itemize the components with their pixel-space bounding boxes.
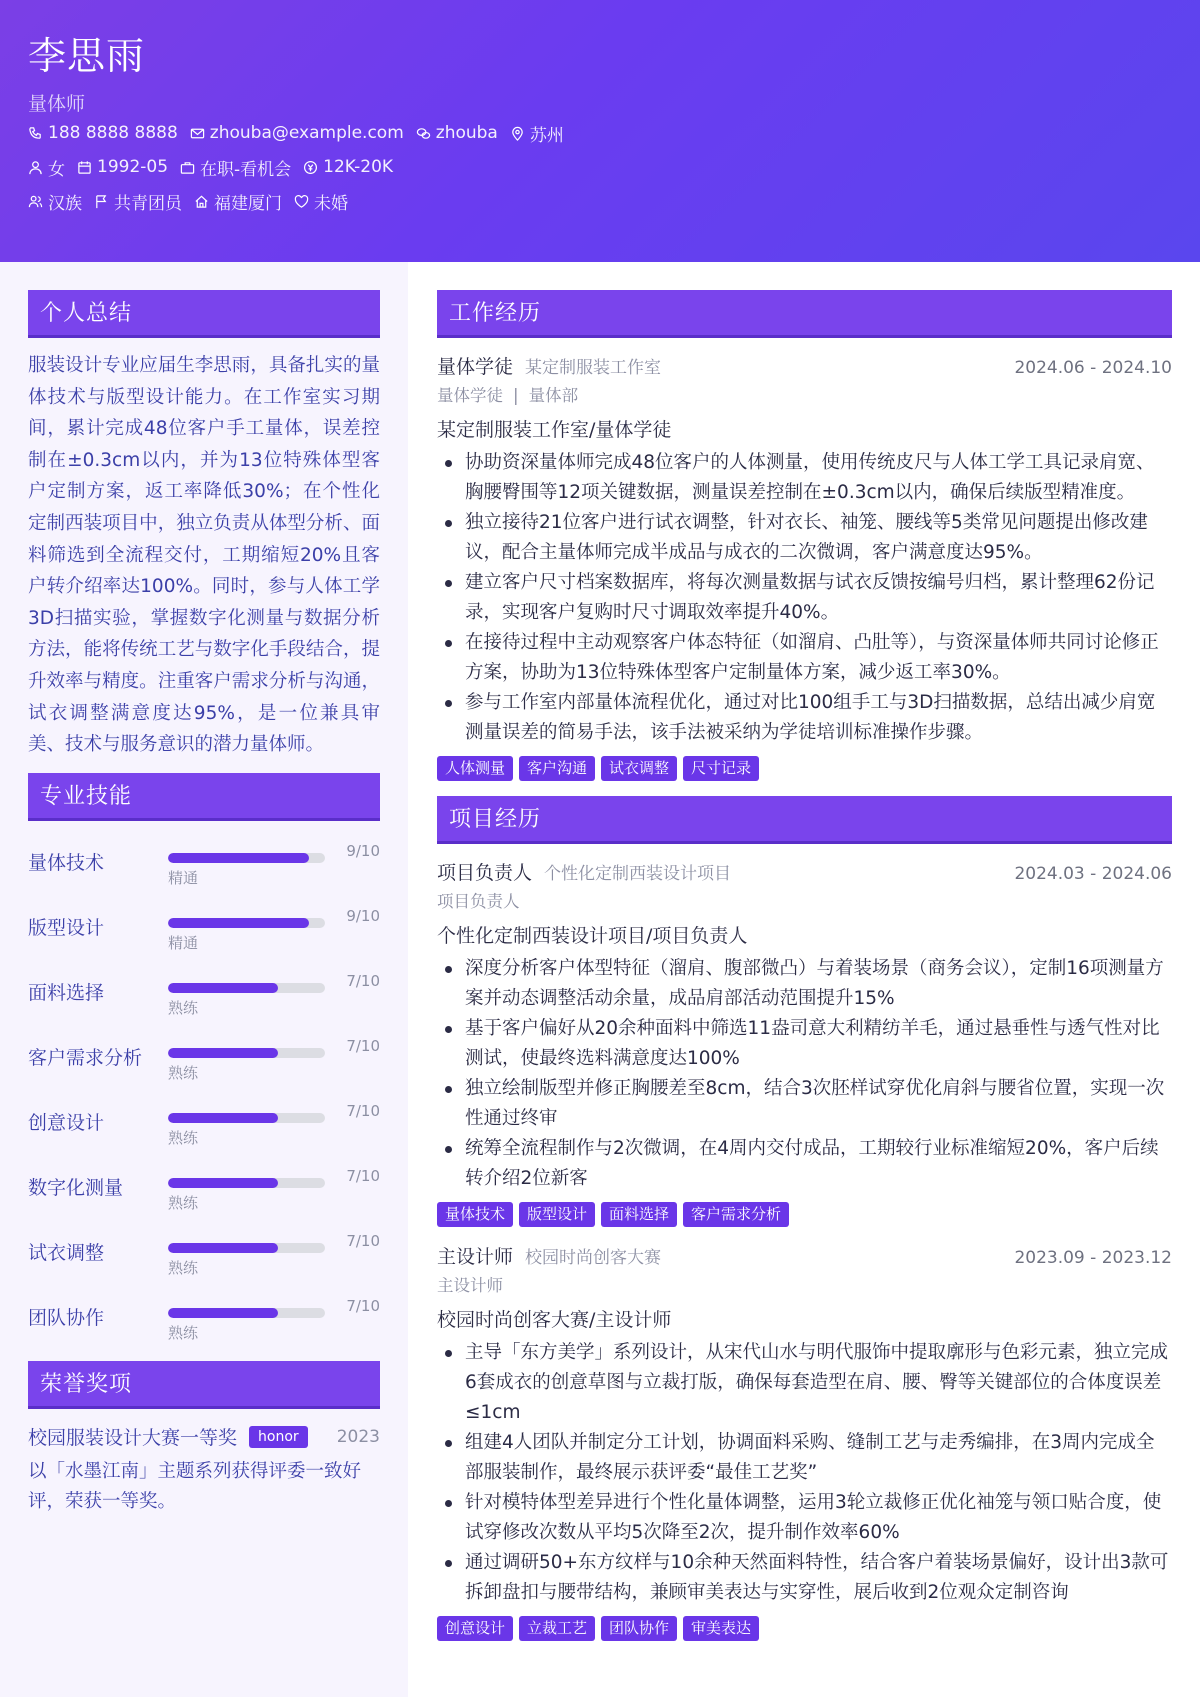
salary-icon — [303, 160, 318, 175]
bullet-item: 基于客户偏好从20余种面料中筛选11盎司意大利精纺羊毛，通过悬垂性与透气性对比测试，使最终选料满意度达100% — [437, 1014, 1172, 1074]
skill-tag: 立裁工艺 — [519, 1616, 595, 1641]
entry-organization: 某定制服装工作室 — [525, 358, 662, 378]
skill-tag: 团队协作 — [601, 1616, 677, 1641]
entry-date: 2024.03 - 2024.06 — [1014, 864, 1172, 884]
skill-bar — [168, 1178, 325, 1188]
entry-role: 主设计师 — [437, 1246, 514, 1268]
skill-name: 量体技术 — [28, 851, 105, 874]
wechat-text: zhouba — [435, 123, 498, 143]
entry-date: 2024.06 - 2024.10 — [1014, 358, 1172, 378]
skill-name: 团队协作 — [28, 1306, 105, 1329]
bullet-item: 深度分析客户体型特征（溜肩、腹部微凸）与着装场景（商务会议），定制16项测量方案并动态调整活动余量，成品肩部活动范围提升15% — [437, 954, 1172, 1014]
skill-bar-fill — [168, 918, 309, 928]
skill-bar-fill — [168, 1243, 278, 1253]
bullet-item: 独立绘制版型并修正胸腰差至8cm，结合3次胚样试穿优化肩斜与腰省位置，实现一次性通过终审 — [437, 1074, 1172, 1134]
gender-text: 女 — [48, 159, 65, 180]
city-text: 苏州 — [529, 125, 564, 146]
entry-role: 项目负责人 — [437, 862, 533, 884]
bullet-item: 通过调研50+东方纹样与10余种天然面料特性，结合客户着装场景偏好，设计出3款可拆卸盘扣与腰带结构，兼顾审美表达与实穿性，展后收到2位观众定制咨询 — [437, 1548, 1172, 1608]
email-item[interactable] — [190, 123, 404, 143]
bullet-item: 协助资深量体师完成48位客户的人体测量，使用传统皮尺与人体工学工具记录肩宽、胸腰臀围等12项关键数据，测量误差控制在±0.3cm以内，确保后续版型精准度。 — [437, 448, 1172, 508]
entry-subtitle: 项目负责人 — [437, 892, 520, 911]
entry-date: 2023.09 - 2023.12 — [1014, 1248, 1172, 1268]
heart-icon — [294, 194, 309, 209]
location-icon — [510, 126, 525, 141]
calendar-icon — [77, 160, 92, 175]
entry-bullets — [437, 1338, 1172, 1608]
bullet-item: 建立客户尺寸档案数据库，将每次测量数据与试衣反馈按编号归档，累计整理62份记录，实现客户复购时尺寸调取效率提升40%。 — [437, 568, 1172, 628]
skill-item — [28, 1284, 380, 1349]
skill-score: 7/10 — [346, 971, 380, 990]
skill-bar-fill — [168, 1308, 278, 1318]
entry-headline: 校园时尚创客大赛/主设计师 — [437, 1309, 672, 1331]
project-section-title: 项目经历 — [437, 796, 1172, 844]
skill-level: 精通 — [168, 933, 199, 952]
contact-row-2 — [28, 150, 1172, 184]
skill-level: 精通 — [168, 868, 199, 887]
skill-item — [28, 1154, 380, 1219]
skill-tag: 尺寸记录 — [683, 756, 759, 781]
bullet-item: 组建4人团队并制定分工计划，协调面料采购、缝制工艺与走秀编排，在3周内完成全部服装制作，最终展示获评委“最佳工艺奖” — [437, 1428, 1172, 1488]
ethnicity-text: 汉族 — [48, 193, 82, 214]
salary-item — [303, 157, 393, 177]
award-year: 2023 — [336, 1426, 380, 1447]
political-text: 共青团员 — [114, 193, 182, 214]
award-badge: honor — [249, 1426, 308, 1448]
entry-header — [437, 352, 1172, 378]
skill-level: 熟练 — [168, 1258, 199, 1277]
skill-bar — [168, 1048, 325, 1058]
skill-item — [28, 829, 380, 894]
birth-text: 1992-05 — [97, 157, 169, 177]
city-item — [510, 121, 564, 146]
entry-headline: 某定制服装工作室/量体学徒 — [437, 419, 672, 441]
entry-header — [437, 858, 1172, 884]
entry-tags — [437, 756, 1172, 782]
skill-bar-fill — [168, 983, 278, 993]
skill-tag: 客户需求分析 — [683, 1202, 789, 1227]
skills-section-title: 专业技能 — [28, 773, 380, 821]
wechat-item[interactable] — [416, 123, 498, 143]
skill-bar — [168, 1243, 325, 1253]
entry-bullets — [437, 954, 1172, 1194]
skill-bar-fill — [168, 1113, 278, 1123]
candidate-name: 李思雨 — [28, 34, 146, 78]
skill-bar — [168, 1113, 325, 1123]
skill-score: 7/10 — [346, 1231, 380, 1250]
salary-text: 12K-20K — [323, 157, 394, 177]
project-entry — [437, 1242, 1172, 1642]
birth-item — [77, 157, 168, 177]
entry-subtitle: 主设计师 — [437, 1276, 503, 1295]
skill-tag: 面料选择 — [601, 1202, 677, 1227]
ethnicity-item — [28, 189, 82, 214]
skill-score: 7/10 — [346, 1166, 380, 1185]
entry-organization: 个性化定制西装设计项目 — [544, 864, 732, 884]
political-item — [94, 189, 182, 214]
entry-role: 量体学徒 — [437, 356, 514, 378]
skill-score: 7/10 — [346, 1101, 380, 1120]
skill-score: 9/10 — [346, 906, 380, 925]
email-text: zhouba@example.com — [209, 123, 404, 143]
skill-level: 熟练 — [168, 1323, 199, 1342]
entry-headline: 个性化定制西装设计项目/项目负责人 — [437, 925, 748, 947]
skill-level: 熟练 — [168, 1063, 199, 1082]
entry-organization: 校园时尚创客大赛 — [525, 1248, 662, 1268]
entry-tags — [437, 1616, 1172, 1642]
hometown-item — [194, 189, 282, 214]
job-status-text: 在职-看机会 — [200, 159, 292, 180]
home-icon — [194, 194, 209, 209]
work-entry — [437, 352, 1172, 782]
award-item — [28, 1423, 380, 1451]
phone-icon — [28, 126, 43, 141]
separator: | — [513, 386, 519, 405]
entry-tags — [437, 1202, 1172, 1228]
skill-score: 7/10 — [346, 1296, 380, 1315]
skill-tag: 版型设计 — [519, 1202, 595, 1227]
mail-icon — [190, 126, 205, 141]
bullet-item: 独立接待21位客户进行试衣调整，针对衣长、袖笼、腰线等5类常见问题提出修改建议，配合主量体师完成半成品与成衣的二次微调，客户满意度达95%。 — [437, 508, 1172, 568]
skill-item — [28, 1219, 380, 1284]
work-section-title: 工作经历 — [437, 290, 1172, 338]
skill-bar — [168, 853, 325, 863]
skill-name: 客户需求分析 — [28, 1046, 143, 1069]
wechat-icon — [416, 126, 431, 141]
phone-text: 188 8888 8888 — [48, 123, 178, 143]
skill-item — [28, 894, 380, 959]
skill-tag: 试衣调整 — [601, 756, 677, 781]
summary-section-title: 个人总结 — [28, 290, 380, 338]
entry-position: 量体学徒 — [437, 386, 503, 405]
bullet-item: 参与工作室内部量体流程优化，通过对比100组手工与3D扫描数据，总结出减少肩宽测量误差的简易手法，该手法被采纳为学徒培训标准操作步骤。 — [437, 688, 1172, 748]
skill-tag: 人体测量 — [437, 756, 513, 781]
marital-item — [294, 189, 348, 214]
flag-icon — [94, 194, 109, 209]
skill-tag: 创意设计 — [437, 1616, 513, 1641]
bullet-item: 统筹全流程制作与2次微调，在4周内交付成品，工期较行业标准缩短20%，客户后续转介绍2位新客 — [437, 1134, 1172, 1194]
briefcase-icon — [180, 160, 195, 175]
summary-text: 服装设计专业应届生李思雨，具备扎实的量体技术与版型设计能力。在工作室实习期间，累计完成48位客户手工量体，误差控制在±0.3cm以内，并为13位特殊体型客户定制方案，返工率降低30%；在个性化定制西装项目中，独立负责从体型分析、面料筛选到全流程交付，工期缩短20%且客户转介绍率达100%。同时，参与人体工学3D扫描实验，掌握数字化测量与数据分析方法，能将传统工艺与数字化手段结合，提升效率与精度。注重客户需求分析与沟通，试衣调整满意度达95%，是一位兼具审美、技术与服务意识的潜力量体师。 — [28, 355, 380, 756]
skill-score: 9/10 — [346, 841, 380, 860]
entry-subtitle — [437, 384, 1172, 408]
skill-tag: 审美表达 — [683, 1616, 759, 1641]
skills-list — [28, 829, 380, 1349]
skill-level: 熟练 — [168, 1128, 199, 1147]
bullet-item: 针对模特体型差异进行个性化量体调整，运用3轮立裁修正优化袖笼与领口贴合度，使试穿修改次数从平均5次降至2次，提升制作效率60% — [437, 1488, 1172, 1548]
skill-bar — [168, 1308, 325, 1318]
skill-bar-fill — [168, 853, 309, 863]
skill-tag: 量体技术 — [437, 1202, 513, 1227]
skill-tag: 客户沟通 — [519, 756, 595, 781]
entry-department: 量体部 — [528, 386, 579, 405]
job-status-item — [180, 155, 291, 180]
bullet-item: 在接待过程中主动观察客户体态特征（如溜肩、凸肚等），与资深量体师共同讨论修正方案，协助为13位特殊体型客户定制量体方案，减少返工率30%。 — [437, 628, 1172, 688]
skill-score: 7/10 — [346, 1036, 380, 1055]
entry-bullets — [437, 448, 1172, 748]
skill-item — [28, 1024, 380, 1089]
project-entry — [437, 858, 1172, 1228]
skill-name: 面料选择 — [28, 981, 105, 1004]
user-icon — [28, 160, 43, 175]
marital-text: 未婚 — [314, 193, 348, 214]
skill-bar-fill — [168, 1178, 278, 1188]
awards-section-title: 荣誉奖项 — [28, 1361, 380, 1409]
skill-name: 数字化测量 — [28, 1176, 124, 1199]
award-description: 以「水墨江南」主题系列获得评委一致好评，荣获一等奖。 — [28, 1460, 362, 1512]
skill-item — [28, 1089, 380, 1154]
skill-item — [28, 959, 380, 1024]
award-title: 校园服装设计大赛一等奖 — [28, 1427, 238, 1450]
bullet-item: 主导「东方美学」系列设计，从宋代山水与明代服饰中提取廓形与色彩元素，独立完成6套成衣的创意草图与立裁打版，确保每套造型在肩、腰、臀等关键部位的合体度误差≤1cm — [437, 1338, 1172, 1428]
resume-header — [0, 0, 1200, 262]
sidebar — [0, 262, 408, 1697]
contact-row-3 — [28, 184, 1172, 218]
skill-bar — [168, 983, 325, 993]
ethnicity-icon — [28, 194, 43, 209]
skill-bar-fill — [168, 1048, 278, 1058]
entry-header — [437, 1242, 1172, 1268]
skill-bar — [168, 918, 325, 928]
candidate-role: 量体师 — [28, 93, 86, 115]
skill-level: 熟练 — [168, 998, 199, 1017]
hometown-text: 福建厦门 — [214, 193, 282, 214]
skill-level: 熟练 — [168, 1193, 199, 1212]
phone-item[interactable] — [28, 123, 178, 143]
contact-row-1 — [28, 116, 1172, 150]
main-content — [437, 290, 1172, 1642]
gender-item — [28, 155, 65, 180]
skill-name: 试衣调整 — [28, 1241, 105, 1264]
skill-name: 版型设计 — [28, 916, 105, 939]
skill-name: 创意设计 — [28, 1111, 105, 1134]
